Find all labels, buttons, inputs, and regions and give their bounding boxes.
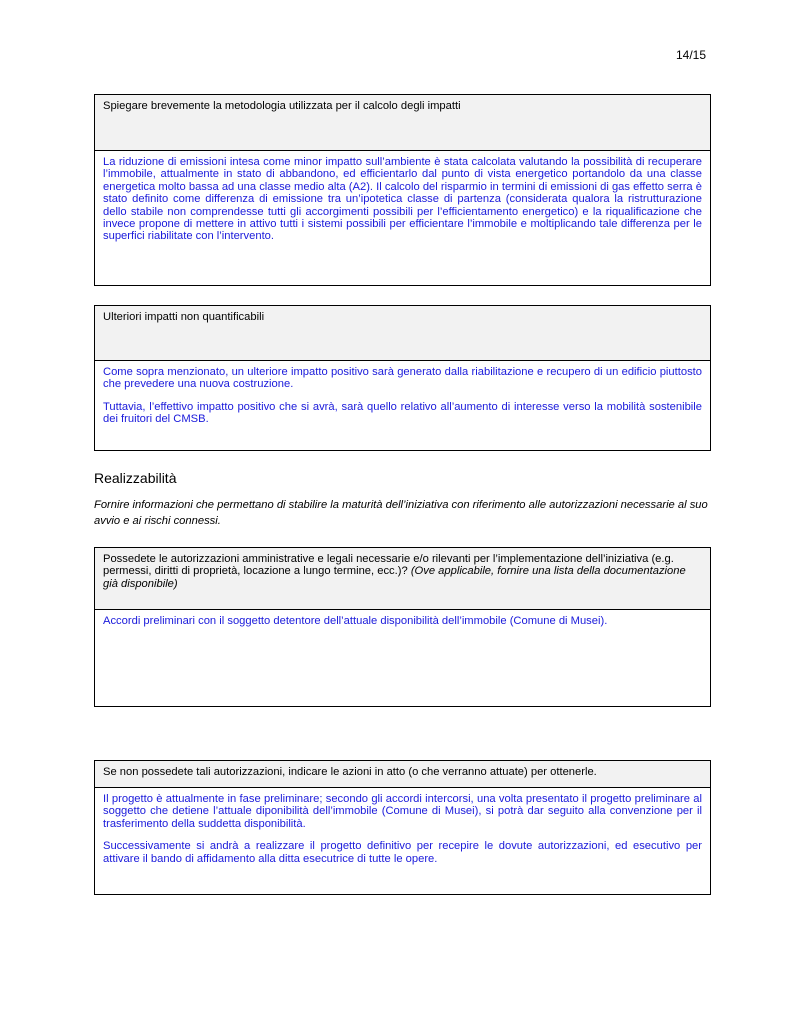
methodology-answer — [95, 151, 710, 285]
methodology-answer-text: La riduzione di emissioni intesa come minor impatto sull’ambiente è stata calcolata valutando la possibilità di recuperare l’immobile, attualmente in stato di abbandono, ed efficientarlo dal punto di vista energetico portandolo da una classe energetica molto bassa ad una classe medio alta (A2). Il calcolo del risparmio in termini di emissioni di gas effetto serra è stato definito come differenza di emissione tra un’ipotetica classe di partenza (considerata qualora la ristrutturazione dello stabile non comprendesse tutti gli accorgimenti possibili per l’efficientamento energetico) e la riqualificazione che invece propone di mettere in attivo tutti i sistemi possibili per efficientare l’immobile e moltiplicando tale differenza per le superfici riabilitate con l’intervento. — [103, 156, 702, 243]
authorizations-box — [94, 547, 711, 707]
actions-paragraph-2: Successivamente si andrà a realizzare il progetto definitivo per recepire le dovute autorizzazioni, ed esecutivo per attivare il bando di affidamento alla ditta esecutrice di tutte le opere. — [103, 840, 702, 865]
page-number: 14/15 — [675, 48, 706, 62]
actions-answer — [95, 788, 710, 894]
authorizations-question — [95, 548, 710, 610]
authorizations-question-text: Possedete le autorizzazioni amministrative e legali necessarie e/o rilevanti per l’implementazione dell’iniziativa (e.g. permessi, diritti di proprietà, locazione a lungo termine, ecc.)? — [103, 553, 674, 578]
answer-paragraph-2: Tuttavia, l’effettivo impatto positivo che si avrà, sarà quello relativo all’aumento di interesse verso la mobilità sostenibile dei fruitori del CMSB. — [103, 400, 702, 426]
methodology-question: Spiegare brevemente la metodologia utilizzata per il calcolo degli impatti — [95, 95, 710, 151]
methodology-box — [94, 94, 711, 286]
authorizations-answer — [95, 610, 710, 706]
authorizations-question-note: (Ove applicabile, fornire una lista della documentazione già disponibile) — [103, 565, 686, 590]
unquantifiable-impacts-box — [94, 305, 711, 451]
actions-question: Se non possedete tali autorizzazioni, indicare le azioni in atto (o che verranno attuate) per ottenerle. — [95, 761, 710, 788]
authorizations-answer-text: Accordi preliminari con il soggetto detentore dell’attuale disponibilità dell’immobile (Comune di Musei). — [103, 615, 608, 627]
actions-box — [94, 760, 711, 895]
unquantifiable-impacts-question: Ulteriori impatti non quantificabili — [95, 306, 710, 361]
actions-paragraph-1: Il progetto è attualmente in fase preliminare; secondo gli accordi intercorsi, una volta presentato il progetto preliminare al soggetto che detiene l’attuale diponibilità dell’immobile (Comune di Musei), si potrà dar seguito alla convenzione per il trasferimento della suddetta disponibilità. — [103, 793, 702, 830]
unquantifiable-impacts-answer — [95, 361, 710, 450]
section-title: Realizzabilità — [94, 470, 177, 486]
answer-paragraph-1: Come sopra menzionato, un ulteriore impatto positivo sarà generato dalla riabilitazione e recupero di un edificio piuttosto che prevedere una nuova costruzione. — [103, 366, 702, 391]
section-intro: Fornire informazioni che permettano di stabilire la maturità dell’iniziativa con riferimento alle autorizzazioni necessarie al suo avvio e ai rischi connessi. — [94, 499, 708, 527]
